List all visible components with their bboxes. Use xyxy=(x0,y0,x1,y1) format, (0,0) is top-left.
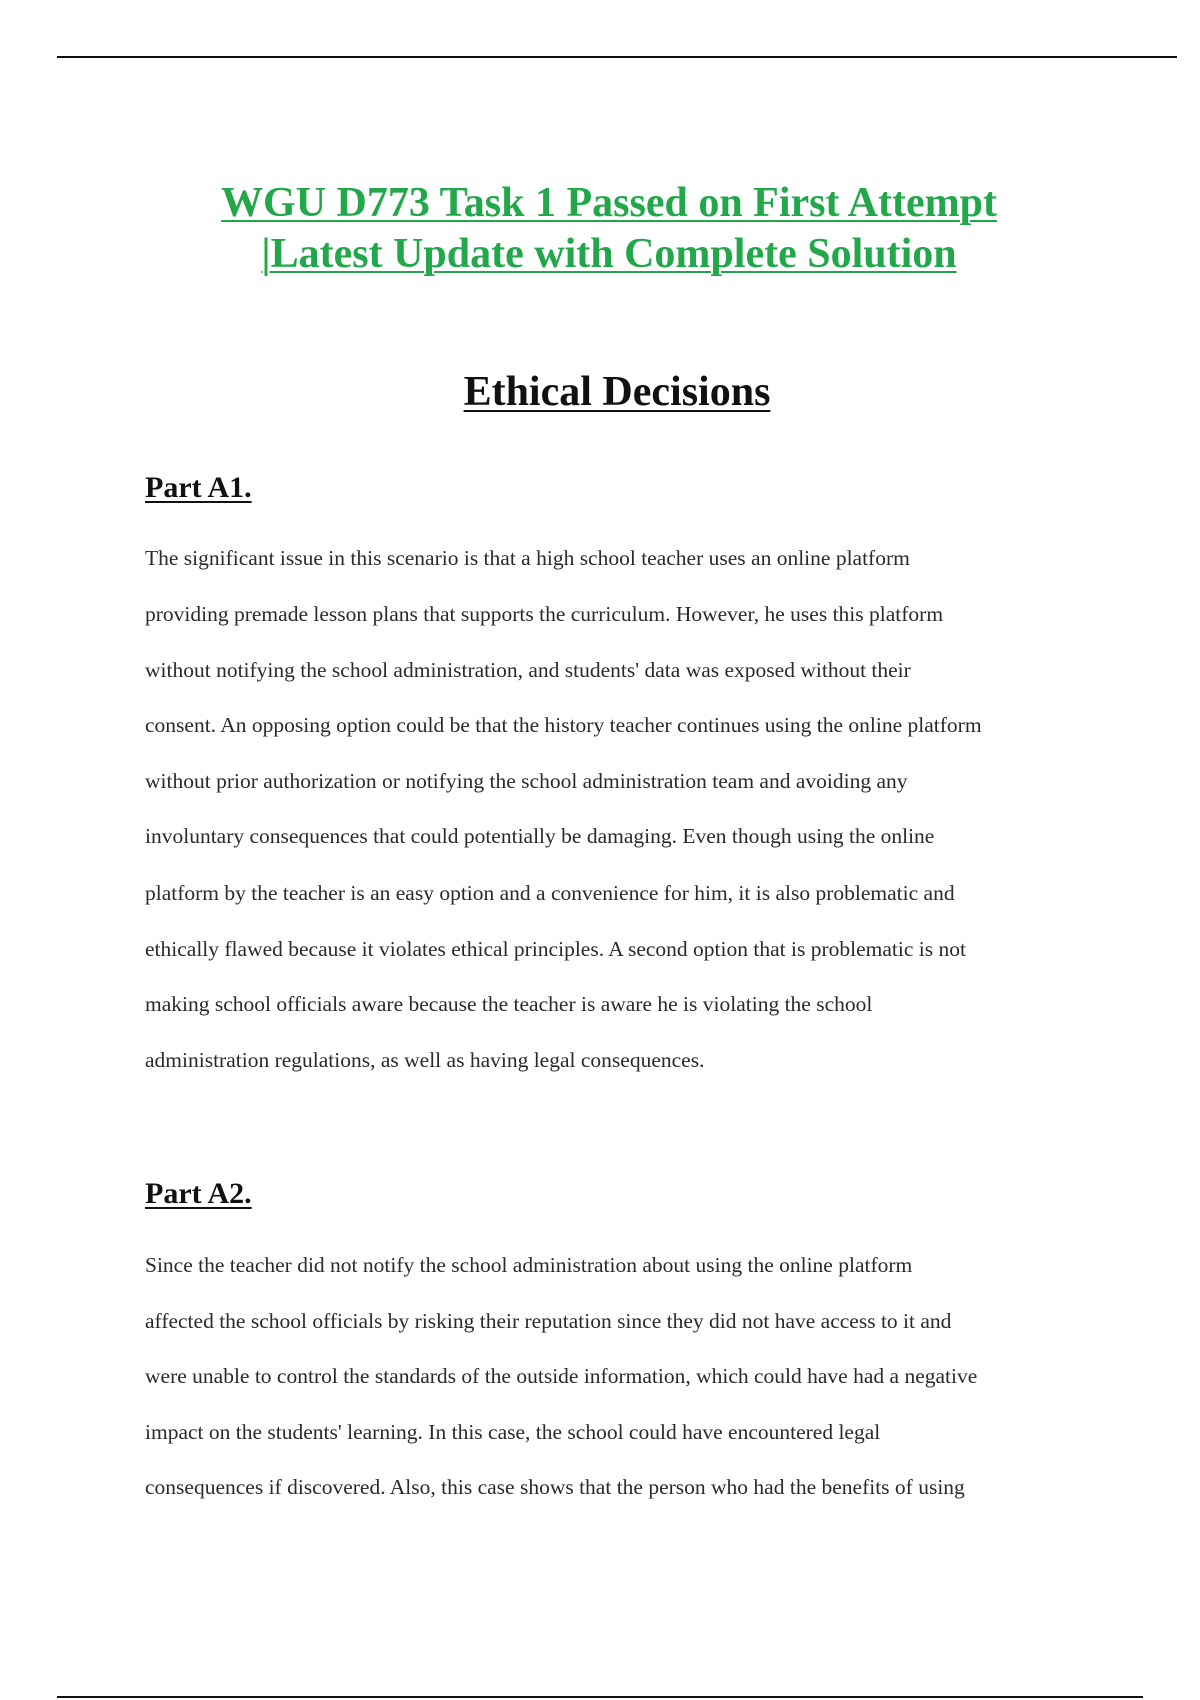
paragraph-line: providing premade lesson plans that supports the curriculum. However, he uses this platform xyxy=(145,602,944,626)
paragraph-line: administration regulations, as well as having legal consequences. xyxy=(145,1048,705,1072)
top-rule xyxy=(57,56,1177,58)
paragraph-line: affected the school officials by risking their reputation since they did not have access to it and xyxy=(145,1309,952,1333)
bottom-rule xyxy=(57,1696,1143,1698)
paragraph-line: consequences if discovered. Also, this case shows that the person who had the benefits of using xyxy=(145,1475,965,1499)
document-title xyxy=(0,178,1200,280)
title-line-1: WGU D773 Task 1 Passed on First Attempt xyxy=(221,180,997,226)
part-a2-heading: Part A2. xyxy=(145,1177,252,1210)
paragraph-line: were unable to control the standards of the outside information, which could have had a negative xyxy=(145,1364,978,1388)
paragraph-line: The significant issue in this scenario is that a high school teacher uses an online platform xyxy=(145,546,910,570)
paragraph-line: ethically flawed because it violates ethical principles. A second option that is problematic is not xyxy=(145,937,966,961)
paragraph-line: impact on the students' learning. In this case, the school could have encountered legal xyxy=(145,1420,881,1444)
paragraph-line: Since the teacher did not notify the school administration about using the online platform xyxy=(145,1253,913,1277)
paragraph-line: involuntary consequences that could potentially be damaging. Even though using the online xyxy=(145,824,935,848)
paragraph-line: without notifying the school administration, and students' data was exposed without their xyxy=(145,658,911,682)
part-a1-heading: Part A1. xyxy=(145,471,252,504)
section-title: Ethical Decisions xyxy=(463,369,771,415)
paragraph-line: platform by the teacher is an easy option and a convenience for him, it is also problematic and xyxy=(145,881,955,905)
paragraph-line: consent. An opposing option could be that the history teacher continues using the online platform xyxy=(145,713,982,737)
title-line-2: |Latest Update with Complete Solution xyxy=(261,231,957,277)
paragraph-line: making school officials aware because the teacher is aware he is violating the school xyxy=(145,992,873,1016)
paragraph-line: without prior authorization or notifying the school administration team and avoiding any xyxy=(145,769,908,793)
